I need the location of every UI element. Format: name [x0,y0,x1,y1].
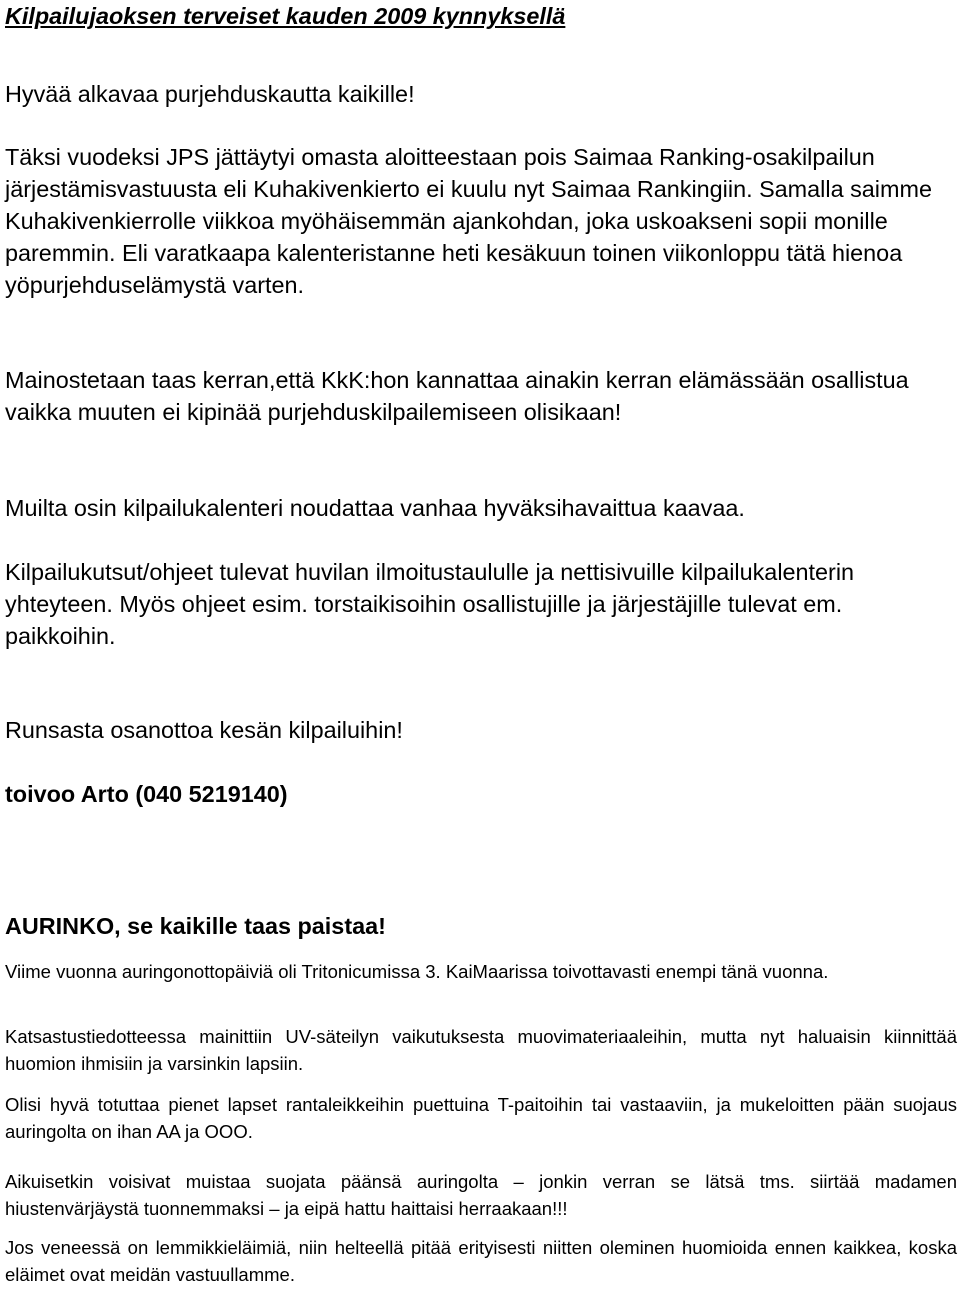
paragraph-kkk: Mainostetaan taas kerran,että KkK:hon kannattaa ainakin kerran elämässään osallistua vaikka muuten ei kipinää purjehduskilpailemiseen olisikaan! [5,367,909,425]
sun-paragraph-pets: Jos veneessä on lemmikkieläimiä, niin helteellä pitää erityisesti niitten oleminen huomioida ennen kaikkea, koska eläimet ovat meidän vastuullamme. [5,1237,957,1285]
paragraph-calendar: Muilta osin kilpailukalenteri noudattaa vanhaa hyväksihavaittua kaavaa. [5,495,745,521]
sun-heading: AURINKO, se kaikille taas paistaa! [5,913,386,939]
sun-paragraph-adults: Aikuisetkin voisivat muistaa suojata päänsä auringolta – jonkin verran se lätsä tms. siirtää madamen hiustenvärjäystä tuonnemmaksi – ja eipä hattu haittaisi herraakaan!!! [5,1171,957,1219]
document-title: Kilpailujaoksen terveiset kauden 2009 kynnyksellä [5,3,566,29]
greeting: Hyvää alkavaa purjehduskautta kaikille! [5,81,415,107]
sun-paragraph-uv: Katsastustiedotteessa mainittiin UV-säteilyn vaikutuksesta muovimateriaaleihin, mutta nyt haluaisin kiinnittää huomion ihmisiin ja varsinkin lapsiin. [5,1026,957,1074]
closing-line: Runsasta osanottoa kesän kilpailuihin! [5,717,403,743]
sun-paragraph-last-year: Viime vuonna auringonottopäiviä oli Tritonicumissa 3. KaiMaarissa toivottavasti enempi tänä vuonna. [5,961,829,982]
paragraph-instructions: Kilpailukutsut/ohjeet tulevat huvilan ilmoitustaululle ja nettisivuille kilpailukalenterin yhteyteen. Myös ohjeet esim. torstaikisoihin osallistujille ja järjestäjille tulevat em. paikkoihin. [5,559,855,649]
signature: toivoo Arto (040 5219140) [5,781,288,807]
paragraph-ranking: Täksi vuodeksi JPS jättäytyi omasta aloitteestaan pois Saimaa Ranking-osakilpailun järjestämisvastuusta eli Kuhakivenkierto ei kuulu nyt Saimaa Rankingiin. Samalla saimme Kuhakivenkierrolle viikkoa myöhäisemmän ajankohdan, joka uskoakseni sopii monille paremmin. Eli varatkaapa kalenteristanne heti kesäkuun toinen viikonloppu tätä hienoa yöpurjehduselämystä varten. [5,144,932,298]
sun-paragraph-children: Olisi hyvä totuttaa pienet lapset rantaleikkeihin puettuina T-paitoihin tai vastaaviin, ja mukeloitten pään suojaus auringolta on ihan AA ja OOO. [5,1094,957,1142]
